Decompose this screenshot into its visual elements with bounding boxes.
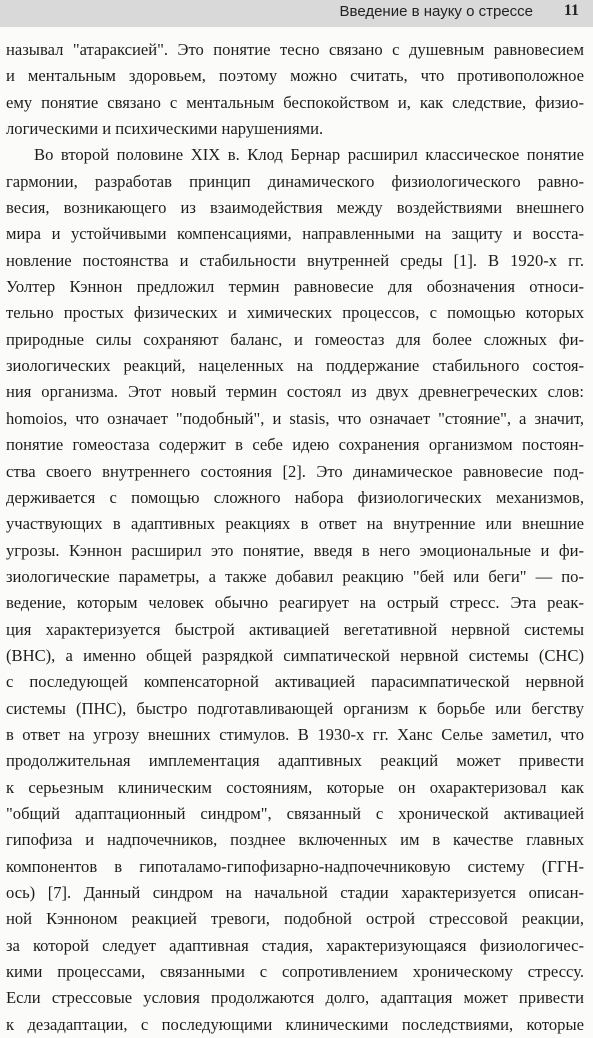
- page-number: 11: [563, 2, 579, 19]
- text-line: мира и устойчивыми компенсациями, направленными на защиту и восста-: [6, 224, 584, 244]
- text-line: участвующих в адаптивных реакциях в ответ на внутренние или внешние: [6, 514, 584, 534]
- text-line: ция характеризуется быстрой активацией вегетативной нервной системы: [6, 619, 584, 639]
- text-line: тельно простых физических и химических процессов, с помощью которых: [6, 303, 584, 323]
- text-line: зиологические параметры, а также добавил реакцию "бей или беги" — по-: [6, 566, 584, 586]
- body-text: [6, 37, 584, 1038]
- text-line: компонентов в гипоталамо-гипофизарно-надпочечниковую систему (ГГН-: [6, 856, 584, 876]
- text-line: в ответ на угрозу внешних стимулов. В 1930-х гг. Ханс Селье заметил, что: [6, 724, 584, 744]
- text-line: весия, возникающего из взаимодействия между воздействиями внешнего: [6, 198, 584, 218]
- text-line: кими процессами, связанными с сопротивлением хроническому стрессу.: [6, 962, 584, 982]
- running-header: [0, 0, 593, 27]
- text-line: угрозы. Кэннон расширил это понятие, введя в него эмоциональные и фи-: [6, 540, 584, 560]
- text-line: понятие гомеостаза содержит в себе идею сохранения организмом постоян-: [6, 435, 584, 455]
- text-line: зиологических реакций, нацеленных на поддержание стабильного состоя-: [6, 356, 584, 376]
- text-line: (ВНС), а именно общей разрядкой симпатической нервной системы (СНС): [6, 645, 584, 665]
- text-line: системы (ПНС), быстро подготавливающей организм к борьбе или бегству: [6, 698, 584, 718]
- text-line: "общий адаптационный синдром", связанный с хронической активацией: [6, 803, 584, 823]
- paragraph: [6, 37, 584, 142]
- text-line: за которой следует адаптивная стадия, характеризующаяся физиологичес-: [6, 935, 584, 955]
- text-line: homoios, что означает "подобный", и stasis, что означает "стояние", а значит,: [6, 408, 584, 428]
- text-line: ведение, которым человек обычно реагирует на острый стресс. Эта реак-: [6, 593, 584, 613]
- text-line: ему понятие связано с ментальным беспокойством и, как следствие, физио-: [6, 92, 584, 112]
- text-line: продолжительная имплементация адаптивных реакций может привести: [6, 751, 584, 771]
- text-line: к дезадаптации, с последующими клиническими последствиями, которые: [6, 1014, 584, 1034]
- text-line: гармонии, разработав принцип динамического физиологического равно-: [6, 171, 584, 191]
- text-line: ось) [7]. Данный синдром на начальной стадии характеризуется описан-: [6, 883, 584, 902]
- text-line: Уолтер Кэннон предложил термин равновесие для обозначения относи-: [6, 277, 584, 297]
- running-header-title: Введение в науку о стрессе: [339, 3, 533, 20]
- text-line: ния организма. Этот новый термин состоял из двух древнегреческих слов:: [6, 382, 584, 402]
- text-line: Во второй половине XIX в. Клод Бернар расширил классическое понятие: [34, 145, 584, 165]
- text-line: ства своего внутреннего состояния [2]. Это динамическое равновесие под-: [6, 461, 584, 481]
- text-line: к серьезным клиническим состояниям, которые он охарактеризовал как: [6, 777, 584, 797]
- text-line: гипофиза и надпочечников, позднее включенных им в качестве главных: [6, 830, 584, 850]
- text-line: называл "атараксией". Это понятие тесно связано с душевным равновесием: [6, 40, 584, 59]
- text-line: Если стрессовые условия продолжаются долго, адаптация может привести: [6, 988, 584, 1008]
- text-line: логическими и психическими нарушениями.: [6, 119, 324, 139]
- text-line: новление постоянства и стабильности внутренней среды [1]. В 1920-х гг.: [6, 250, 584, 270]
- text-line: держивается с помощью сложного набора физиологических механизмов,: [6, 487, 584, 507]
- text-line: с последующей компенсаторной активацией парасимпатической нервной: [6, 672, 584, 692]
- text-line: ной Кэнноном реакцией тревоги, подобной острой стрессовой реакции,: [6, 909, 584, 929]
- text-line: природные силы сохраняют баланс, и гомеостаз для более сложных фи-: [6, 329, 584, 349]
- text-line: и ментальным здоровьем, поэтому можно считать, что противоположное: [6, 66, 584, 86]
